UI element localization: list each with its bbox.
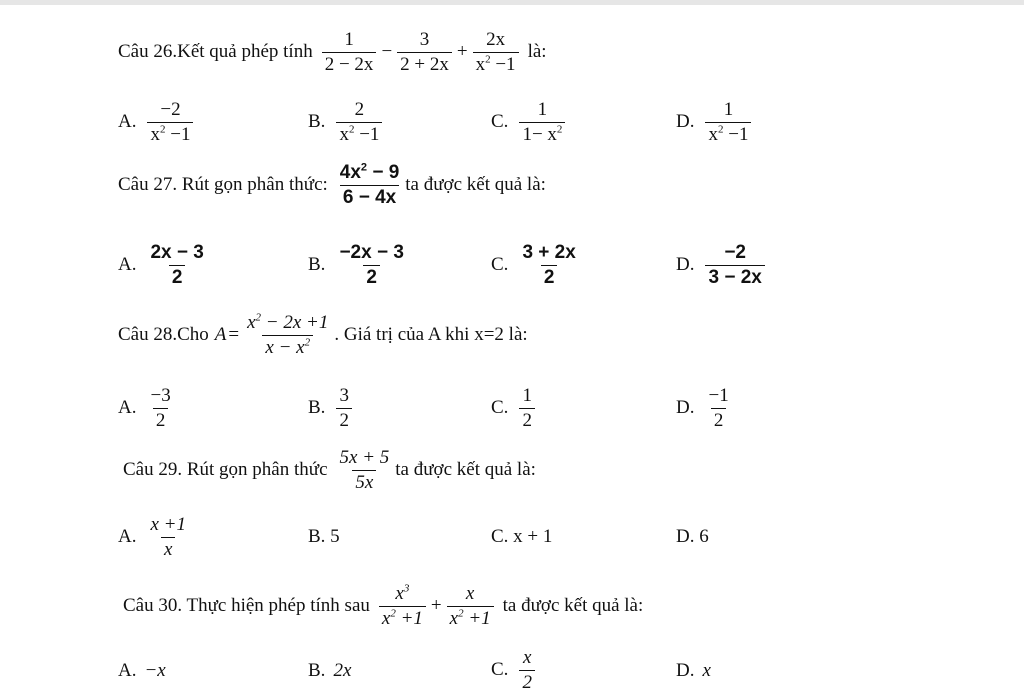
top-border [0,0,1024,5]
q26-fraction-2 [397,30,452,75]
q28-fraction [244,313,331,358]
q30-option-c[interactable]: C. $\frac{x}{2}$ [491,648,538,693]
question-30-label: Câu 30. Thực hiện phép tính sau [123,595,370,617]
q26-fraction-1 [322,30,377,75]
q30-f1-numerator: $x^3$ [395,582,410,604]
question-28 [118,313,528,358]
q27-numerator: $4x^2 - 9$ [339,161,400,183]
q26-option-d[interactable]: D. $\frac{1}{x^2 -1}$ [676,100,754,145]
q29-option-c[interactable]: C. x + 1 [491,526,553,547]
q28-option-c[interactable]: C. $\frac{1}{2}$ [491,386,538,431]
q27-option-b[interactable]: B. $\frac{-2x - 3}{2}$ [308,242,404,288]
q27-option-a[interactable]: A. $\frac{2x - 3}{2}$ [118,242,204,288]
question-30 [123,584,643,629]
q28-numerator: $x^2 - 2x +1$ [247,311,329,333]
q27-option-c[interactable]: C. $\frac{3 + 2x}{2}$ [491,242,576,288]
q30-option-d[interactable]: D. x [676,660,711,681]
q26-f2-denominator: 2 + 2x [397,52,452,75]
q30-f1-denominator: $x^2 +1$ [379,606,426,629]
question-29 [123,448,536,493]
question-26-label: Câu 26.Kết quả phép tính [118,41,313,63]
q26-fraction-3 [473,30,519,75]
q29-fraction [337,448,393,493]
question-27-label: Câu 27. Rút gọn phân thức: [118,174,328,196]
q29-denominator: 5x [352,470,376,493]
q27-denominator: 6 − 4x [340,185,399,208]
q26-f2-numerator: 3 [419,29,430,50]
q26-operator-minus: − [381,41,393,63]
q26-f3-denominator: $x^2 -1$ [473,52,519,75]
question-29-label: Câu 29. Rút gọn phân thức [123,459,328,481]
q30-fraction-1 [379,584,426,629]
q26-f3-numerator: 2x [486,29,506,50]
q28-variable: A [214,324,227,346]
q27-tail: ta được kết quả là: [405,174,546,196]
q29-numerator: 5x + 5 [339,447,390,468]
q30-option-b[interactable]: B. 2x [308,660,352,681]
q27-option-d[interactable]: D. $\frac{-2}{3 - 2x}$ [676,243,768,288]
q26-option-a[interactable]: A. $\frac{-2}{x^2 -1}$ [118,100,196,145]
q26-f1-numerator: 1 [344,29,354,50]
q30-fraction-2 [447,584,494,629]
q30-tail: ta được kết quả là: [502,595,644,617]
q26-option-c[interactable]: C. $\frac{1}{1- x^2}$ [491,100,568,145]
q28-tail: . Giá trị của A khi x=2 là: [334,324,528,346]
q28-equals: = [228,324,240,346]
question-28-label: Câu 28.Cho [118,324,209,346]
question-27 [118,163,546,208]
q26-option-b[interactable]: B. $\frac{2}{x^2 -1}$ [308,100,385,145]
q29-option-b[interactable]: B. 5 [308,526,340,547]
q26-tail: là: [527,41,547,63]
q26-operator-plus: + [456,41,468,63]
q28-option-b[interactable]: B. $\frac{3}{2}$ [308,386,355,431]
question-26 [118,30,547,75]
q27-fraction [337,163,403,208]
q30-operator-plus: + [430,595,442,617]
q30-f2-numerator: x [465,583,475,604]
q29-option-d[interactable]: D. 6 [676,526,709,547]
q30-option-a[interactable]: A. −x [118,660,166,681]
q26-f1-denominator: 2 − 2x [322,52,377,75]
q29-option-a[interactable]: A. $\frac{x +1}{x}$ [118,514,186,560]
q29-tail: ta được kết quả là: [395,459,536,481]
q28-option-d[interactable]: D. $\frac{-1}{2}$ [676,385,729,431]
q28-option-a[interactable]: A. $\frac{-3}{2}$ [118,385,171,431]
q30-f2-denominator: $x^2 +1$ [447,606,494,629]
q28-denominator: $x - x^2$ [262,335,313,358]
